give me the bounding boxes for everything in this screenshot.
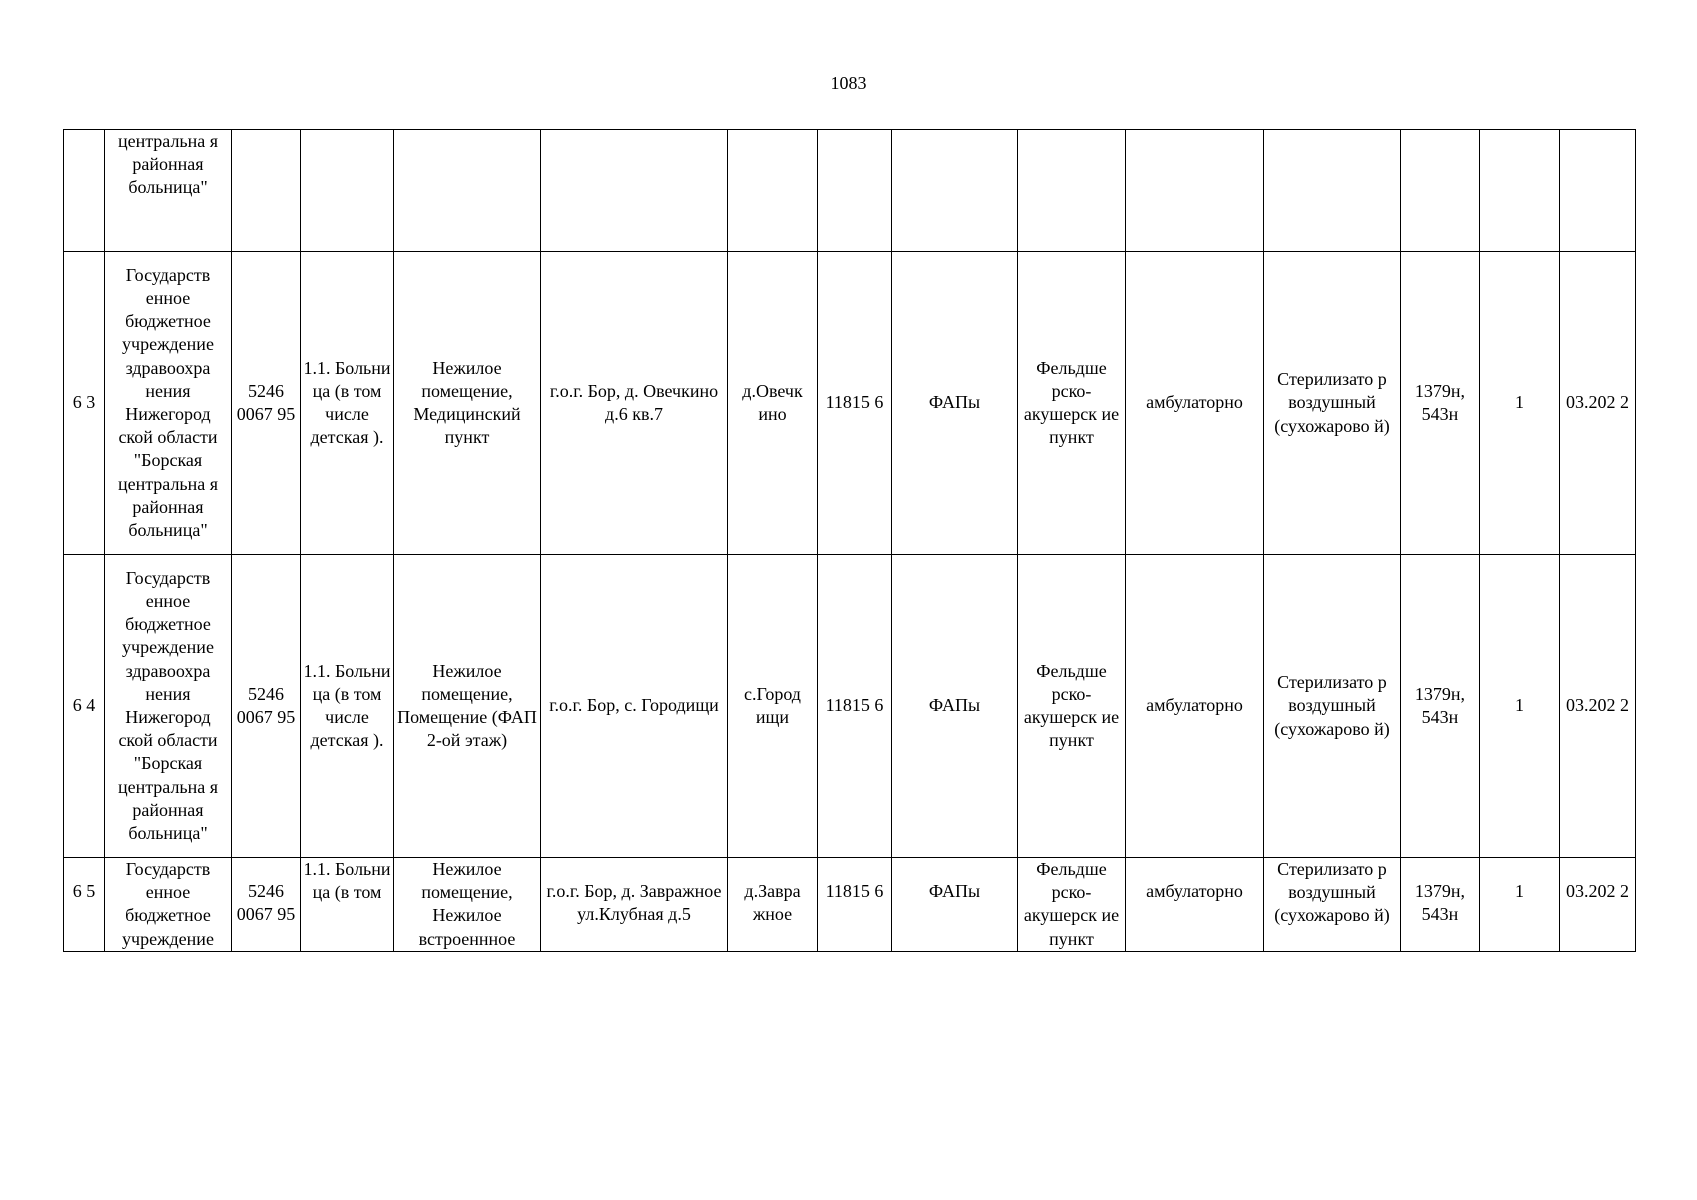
cell-num [64, 130, 105, 252]
cell-inn [232, 130, 301, 252]
cell-equipment [1264, 130, 1401, 252]
cell-category: 1.1. Больни ца (в том числе детская ). [301, 555, 394, 858]
cell-address: г.о.г. Бор, д. Овечкино д.6 кв.7 [541, 252, 728, 555]
cell-premises: Нежилое помещение, Медицинский пункт [394, 252, 541, 555]
cell-org: Государств енное бюджетное учреждение здравоохра нения Нижегород ской области "Борская центральна я районная больница" [105, 555, 232, 858]
cell-category [301, 130, 394, 252]
cell-category: 1.1. Больни ца (в том числе детская ). [301, 252, 394, 555]
cell-inn: 5246 0067 95 [232, 555, 301, 858]
cell-order: 1379н, 543н [1401, 252, 1480, 555]
cell-subdivision [1018, 130, 1126, 252]
cell-type [892, 130, 1018, 252]
cell-qty [1480, 130, 1560, 252]
cell-org: Государств енное бюджетное учреждение здравоохра нения Нижегород ской области "Борская центральна я районная больница" [105, 252, 232, 555]
cell-num: 6 3 [64, 252, 105, 555]
cell-org: Государств енное бюджетное учреждение [105, 858, 232, 952]
cell-locality [728, 130, 818, 252]
cell-premises: Нежилое помещение, Помещение (ФАП 2-ой этаж) [394, 555, 541, 858]
cell-premises [394, 130, 541, 252]
cell-code: 11815 6 [818, 858, 892, 952]
page-number: 1083 [830, 73, 867, 93]
cell-category: 1.1. Больни ца (в том [301, 858, 394, 952]
cell-type: ФАПы [892, 555, 1018, 858]
cell-code [818, 130, 892, 252]
cell-locality: д.Овечк ино [728, 252, 818, 555]
cell-inn: 5246 0067 95 [232, 858, 301, 952]
cell-qty: 1 [1480, 858, 1560, 952]
cell-mode: амбулаторно [1126, 858, 1264, 952]
cell-qty: 1 [1480, 555, 1560, 858]
cell-date: 03.202 2 [1560, 858, 1636, 952]
cell-subdivision: Фельдше рско-акушерск ие пункт [1018, 858, 1126, 952]
cell-code: 11815 6 [818, 555, 892, 858]
equipment-table [63, 129, 1636, 952]
cell-order: 1379н, 543н [1401, 555, 1480, 858]
cell-order [1401, 130, 1480, 252]
cell-locality: д.Завра жное [728, 858, 818, 952]
table-row [64, 252, 1636, 555]
cell-date [1560, 130, 1636, 252]
cell-subdivision: Фельдше рско-акушерск ие пункт [1018, 555, 1126, 858]
cell-num: 6 4 [64, 555, 105, 858]
cell-premises: Нежилое помещение, Нежилое встроеннное [394, 858, 541, 952]
cell-type: ФАПы [892, 858, 1018, 952]
cell-qty: 1 [1480, 252, 1560, 555]
cell-equipment: Стерилизато р воздушный (сухожарово й) [1264, 555, 1401, 858]
cell-date: 03.202 2 [1560, 252, 1636, 555]
cell-code: 11815 6 [818, 252, 892, 555]
cell-address [541, 130, 728, 252]
cell-num: 6 5 [64, 858, 105, 952]
cell-org: центральна я районная больница" [105, 130, 232, 252]
cell-equipment: Стерилизато р воздушный (сухожарово й) [1264, 252, 1401, 555]
cell-order: 1379н, 543н [1401, 858, 1480, 952]
cell-mode [1126, 130, 1264, 252]
cell-address: г.о.г. Бор, с. Городищи [541, 555, 728, 858]
cell-mode: амбулаторно [1126, 252, 1264, 555]
cell-date: 03.202 2 [1560, 555, 1636, 858]
table-row [64, 130, 1636, 252]
cell-type: ФАПы [892, 252, 1018, 555]
table-row [64, 858, 1636, 952]
cell-locality: с.Город ищи [728, 555, 818, 858]
cell-mode: амбулаторно [1126, 555, 1264, 858]
cell-address: г.о.г. Бор, д. Завражное ул.Клубная д.5 [541, 858, 728, 952]
cell-equipment: Стерилизато р воздушный (сухожарово й) [1264, 858, 1401, 952]
table-row [64, 555, 1636, 858]
cell-subdivision: Фельдше рско-акушерск ие пункт [1018, 252, 1126, 555]
cell-inn: 5246 0067 95 [232, 252, 301, 555]
